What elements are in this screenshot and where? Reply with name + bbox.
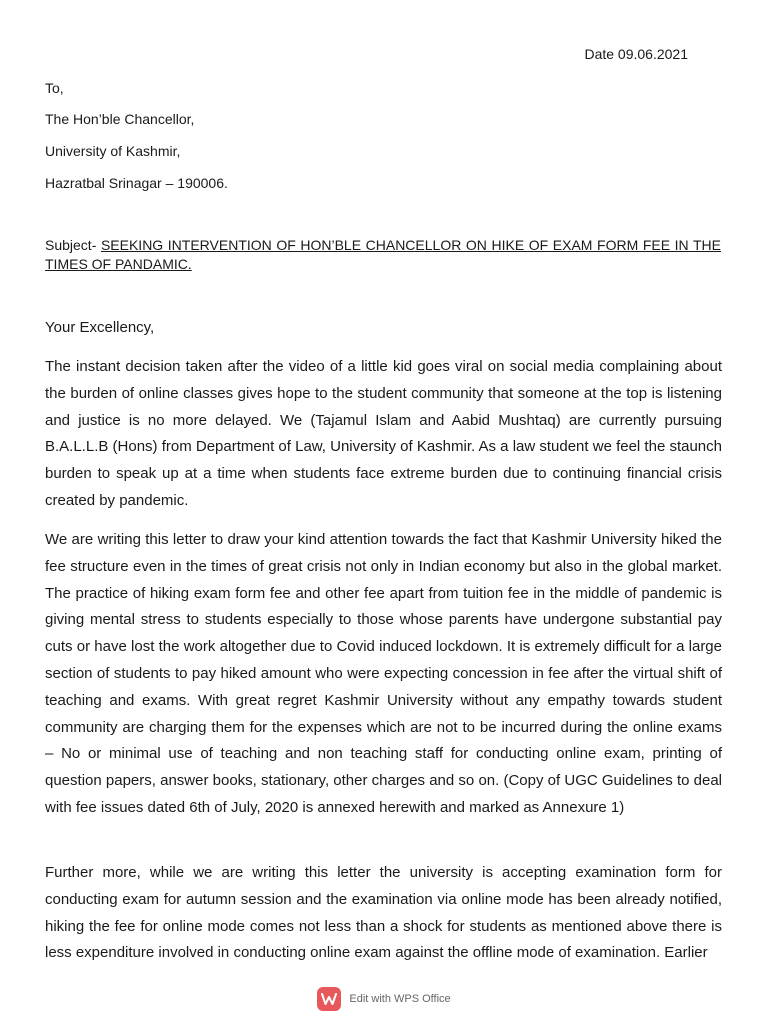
body-paragraph-2-text: We are writing this letter to draw your kind attention towards the fact that Kashmir University hiked the fee structure even in the times of great crisis not only in Indian economy but also in the global market. The practice of hiking exam form fee and other fee apart from tuition fee in the middle of pandemic is giving mental stress to students especially to those whose parents have undergone substantial pay cuts or have lost the work altogether due to Covid induced lockdown. It is extremely difficult for a large section of students to pay hiked amount who were expecting concession in fee after the virtual shift of teaching and exams. With great regret Kashmir University without any empathy towards student community are charging them for the expenses which are not to be incurred during the online exams – No or minimal use of teaching and non teaching staff for conducting online exam, printing of question papers, answer books, stationary, other charges and so on. (Copy of UGC Guidelines to deal with fee issues dated 6th of July, 2020 is annexed herewith and marked as [45,531,722,816]
wps-edit-footer[interactable] [0,986,768,1012]
letter-date: Date 09.06.2021 [584,46,688,62]
address-line-location: Hazratbal Srinagar – 190006. [45,175,228,191]
address-line-to: To, [45,80,64,96]
salutation: Your Excellency, [45,319,155,336]
address-line-university: University of Kashmir, [45,143,181,159]
body-paragraph-1: The instant decision taken after the video of a little kid goes viral on social media complaining about the burden of online classes gives hope to the student community that someone at the top is listening and justice is no more delayed. We (Tajamul Islam and Aabid Mushtaq) are currently pursuing B.A.L.L.B (Hons) from Department of Law, University of Kashmir. As a law student we feel the staunch burden to speak up at a time when students face extreme burden due to continuing financial crisis created by pandemic. [45,358,722,509]
wps-logo-icon[interactable] [317,987,341,1011]
subject-label: Subject- [45,237,101,253]
wps-edit-label[interactable]: Edit with WPS Office [349,993,451,1005]
body-paragraph-2 [45,527,722,822]
subject-block [45,236,721,274]
address-line-recipient: The Hon’ble Chancellor, [45,111,195,127]
subject-text: SEEKING INTERVENTION OF HON’BLE CHANCELLOR ON HIKE OF EXAM FORM FEE IN THE TIMES OF PANDAMIC. [45,237,722,272]
annexure-reference: Annexure 1) [542,798,625,816]
body-paragraph-3: Further more, while we are writing this letter the university is accepting examination form for conducting exam for autumn session and the examination via online mode has been already notified, hiking the fee for online mode comes not less than a shock for students as mentioned above there is less expenditure involved in conducting online exam against the offline mode of examination. Earlier [45,864,722,962]
